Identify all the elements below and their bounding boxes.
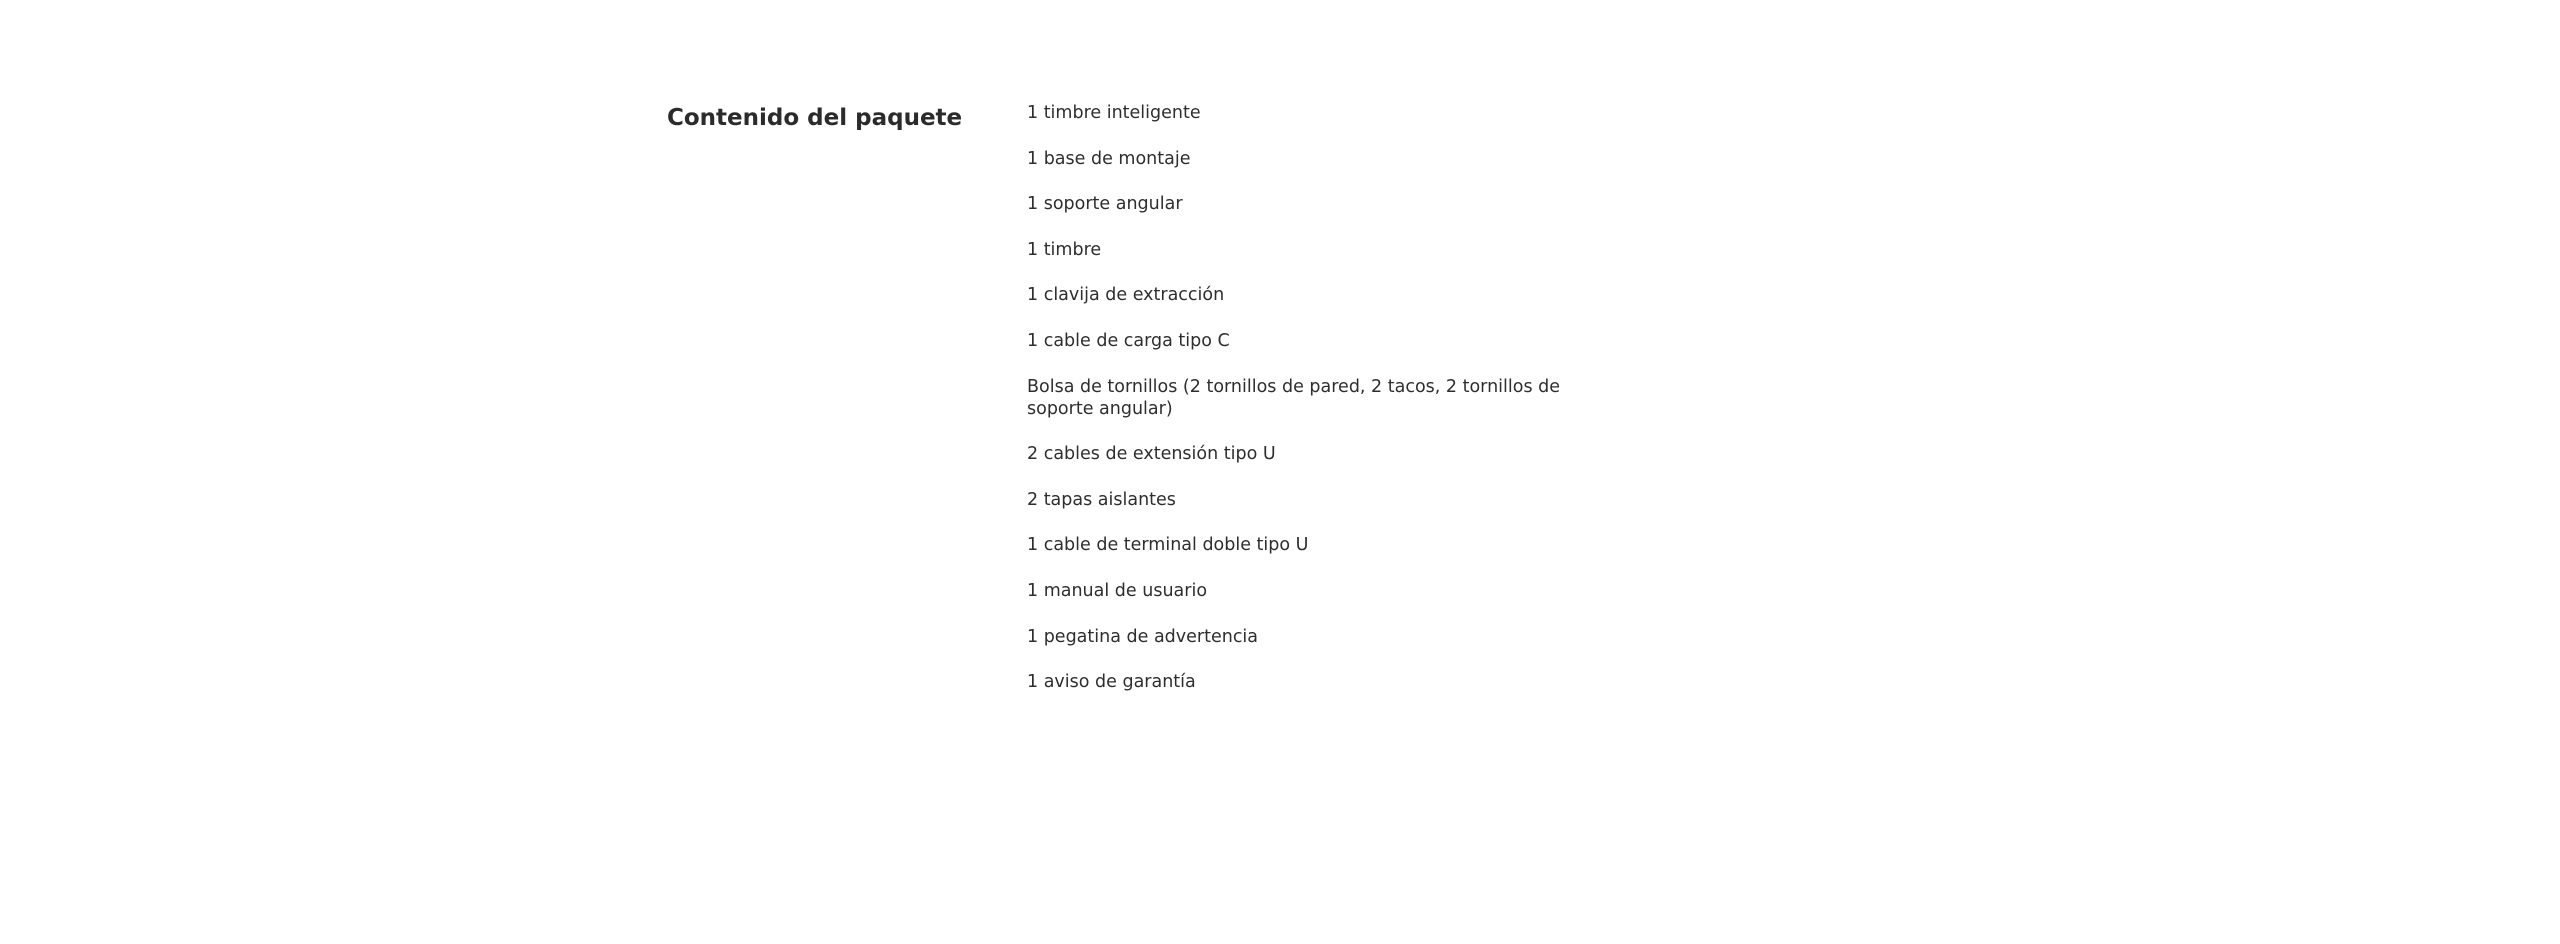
- package-item: 1 timbre inteligente: [1027, 103, 1201, 123]
- package-item: 1 soporte angular: [1027, 194, 1183, 215]
- package-item: Bolsa de tornillos (2 tornillos de pared, 2 tacos, 2 tornillos de soporte angular): [1027, 376, 1561, 419]
- package-items-list: [1027, 102, 1617, 717]
- package-item: 1 manual de usuario: [1027, 580, 1208, 601]
- section-title: Contenido del paquete: [667, 105, 963, 131]
- package-item: 1 base de montaje: [1027, 148, 1191, 169]
- package-item: 1 timbre: [1027, 239, 1102, 260]
- package-item: 2 tapas aislantes: [1027, 489, 1176, 510]
- package-item: 1 aviso de garantía: [1027, 672, 1196, 693]
- package-item: 1 clavija de extracción: [1027, 285, 1225, 306]
- package-item: 1 pegatina de advertencia: [1027, 626, 1259, 647]
- package-item: 1 cable de terminal doble tipo U: [1027, 535, 1309, 556]
- package-item: 2 cables de extensión tipo U: [1027, 444, 1276, 465]
- package-item: 1 cable de carga tipo C: [1027, 330, 1230, 351]
